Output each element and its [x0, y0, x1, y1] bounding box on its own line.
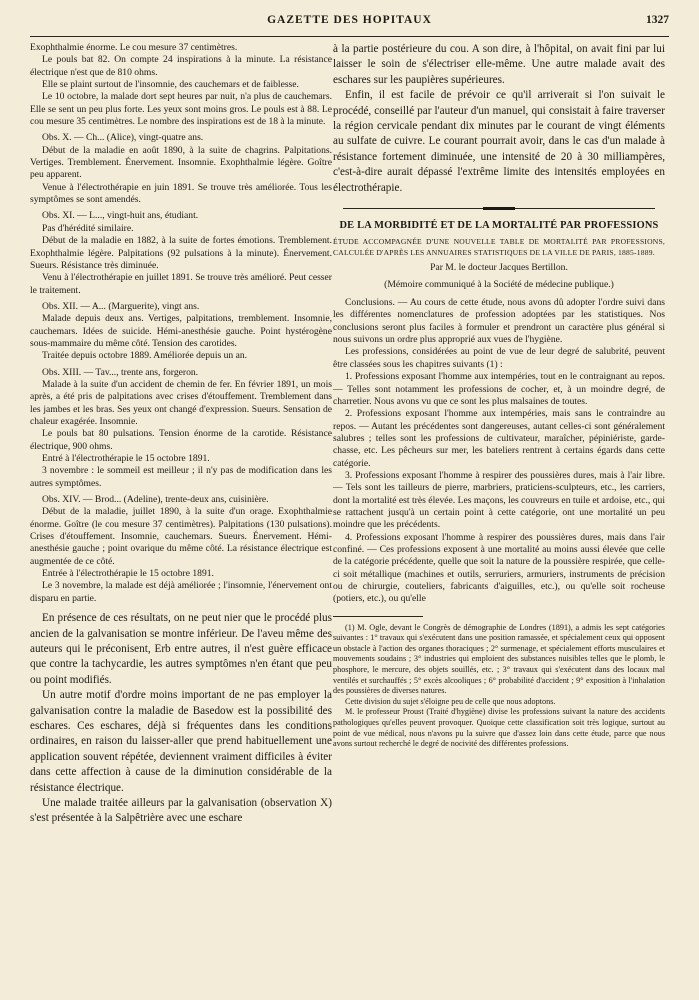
- paragraph: 3 novembre : le sommeil est meilleur ; il n'y pas de modification dans les autres symptômes.: [30, 465, 332, 489]
- footnote-divider: [333, 616, 423, 617]
- section-divider: [343, 206, 655, 212]
- paragraph: Une malade traitée ailleurs par la galvanisation (observation X) s'est présentée à la Salpêtrière avec une eschare: [30, 797, 332, 825]
- paragraph: Entrée à l'électrothérapie le 15 octobre 1891.: [42, 568, 214, 580]
- paragraph: Venu à l'électrothérapie en juillet 1891. Se trouve très amélioré. Peut cesser le traitement.: [30, 272, 332, 296]
- paragraph: Le 3 novembre, la malade est déjà améliorée ; l'insomnie, l'énervement ont disparu en partie.: [30, 580, 332, 604]
- left-column: [30, 42, 332, 827]
- discussion-block: [30, 611, 332, 827]
- paragraph: Début de la maladie en août 1890, à la suite de chagrins. Palpitations. Vertiges. Tremblement. Énervement. Insomnie. Exophthalmie légère. Goître peu apparent.: [30, 144, 332, 181]
- footnotes: [333, 623, 665, 750]
- observation-heading: Obs. XII. — A... (Marguerite), vingt ans.: [42, 300, 200, 312]
- paragraph: Pas d'hérédité similaire.: [42, 222, 134, 234]
- paragraph: Enfin, il est facile de prévoir ce qu'il arriverait si l'on suivait le procédé, conseillé par l'auteur d'un manuel, qui consistait à faire traverser la région cervicale pendant dix minutes par le courant de vingt éléments au sulfate de cuivre. Le courant pourrait avoir, dans le cas d'un malade à résistance fortement diminuée, une intensité de 20 à 30 milliampères, c'est-à-dire aurait dépassé l'extrême limite des intensités employées en électrothérapie.: [333, 89, 665, 194]
- footnote: M. le professeur Proust (Traité d'hygiène) divise les professions suivant la nature des accidents pathologiques qu'elles peuvent provoquer. Quoique cette classification soit très logique, surtout au point de vue médical, nous n'avons pu la suivre que d'assez loin dans cette étude, parce que nous avons surtout recherché le degré de nocivité des différentes professions.: [333, 707, 665, 749]
- paragraph: En présence de ces résultats, on ne peut nier que le procédé plus ancien de la galvanisation se montre inférieur. De l'aveu même des auteurs qui le préconisent, Erb entre autres, il n'est guère efficace que contre la tachycardie, les autres symptômes n'en étant que peu ou point modifiés.: [30, 612, 332, 686]
- paragraph: Le 10 octobre, la malade dort sept heures par nuit, n'a plus de cauchemars. Elle se sent un peu plus forte. Les yeux sont moins gros. Le pouls est à 88. Le cou mesure 35 centimètres. Le nombre des inspirations est de 18 à la minute.: [30, 91, 332, 128]
- observation-heading: Obs. XIII. — Tav..., trente ans, forgeron.: [42, 366, 199, 378]
- paragraph: Malade depuis deux ans. Vertiges, palpitations, tremblement. Insomnie, cauchemars. Idées de suicide. Hémi-anesthésie gauche. Point hystérogène sous-mammaire du même côté. Tension des carotides.: [30, 313, 332, 349]
- paragraph: Le pouls bat 82. On compte 24 inspirations à la minute. La résistance électrique n'est que de 810 ohms.: [30, 54, 332, 78]
- author-line: Par M. le docteur Jacques Bertillon.: [430, 262, 568, 274]
- list-item: 3. Professions exposant l'homme à respirer des poussières dures, mais à l'air libre. — Tels sont les tailleurs de pierre, marbriers, praticiens-sculpteurs, etc., les carriers, dont la mortalité est très élevée. Les maçons, les couvreurs en tuile et ardoise, etc., qui se rattachent jusqu'à un certain point à cette catégorie, ont une mortalité un peu moindre que les précédents.: [333, 469, 665, 531]
- paragraph: Conclusions. — Au cours de cette étude, nous avons dû adopter l'ordre suivi dans les différentes nomenclatures de profession adoptées par les statistiques. Nos conclusions seront plus faciles à formuler et prendront un caractère plus général si nous suivons un ordre plus approprié aux vues de l'hygiène.: [333, 297, 665, 346]
- footnote: Cette division du sujet s'éloigne peu de celle que nous adoptons.: [345, 696, 556, 706]
- paragraph: Elle se plaint surtout de l'insomnie, des cauchemars et de faiblesse.: [42, 79, 299, 91]
- paragraph: Début de la maladie en 1882, à la suite de fortes émotions. Tremblement. Exophthalmie légère. Palpitations (92 pulsations à la minute). Énervement. Sueurs. Résistance très diminuée.: [30, 235, 332, 271]
- page-header: [30, 10, 669, 37]
- observation-heading: Obs. XIV. — Brod... (Adeline), trente-deux ans, cuisinière.: [42, 494, 269, 506]
- observation-heading: Obs. X. — Ch... (Alice), vingt-quatre ans.: [42, 132, 204, 144]
- list-item: 4. Professions exposant l'homme à respirer des poussières dures, mais dans l'air confiné. — Ces professions exposent à une mortalité au moins aussi élevée que celle de la catégorie précédente, quelle que soit la nature de la poussière respirée, que celle-ci soit métallique (machines et outils, serruriers, armuriers, instruments de précision ou de chirurgie, couteliers, fabricants d'aiguilles, etc.), ou qu'elle soit rocheuse (potiers, etc.), ou qu'elle: [333, 531, 665, 605]
- right-column: [333, 42, 665, 750]
- discussion-continued: [333, 42, 665, 196]
- section-title: DE LA MORBIDITÉ ET DE LA MORTALITÉ PAR PROFESSIONS: [339, 220, 659, 232]
- paragraph: Venue à l'électrothérapie en juin 1891. Se trouve très améliorée. Tous les symptômes se sont amendés.: [30, 181, 332, 206]
- journal-title: GAZETTE DES HOPITAUX: [267, 14, 432, 26]
- section-subtitle: ÉTUDE ACCOMPAGNÉE D'UNE NOUVELLE TABLE DE MORTALITÉ PAR PROFESSIONS, CALCULÉE D'APRÈS LES ANNUAIRES STATISTIQUES DE LA VILLE DE PARIS, 1885-1889.: [333, 237, 665, 258]
- memo-note: (Mémoire communiqué à la Société de médecine publique.): [384, 278, 614, 290]
- paragraph: Traitée depuis octobre 1889. Améliorée depuis un an.: [42, 350, 248, 362]
- paragraph: Malade à la suite d'un accident de chemin de fer. En février 1891, un mois après, a été pris de palpitations avec crises d'étouffement. Tremblement dans les jambes et les bras. Ses yeux ont changé d'expression. Sueurs. Sensation de chaleur exagérée. Insomnie.: [30, 378, 332, 427]
- paragraph: Un autre motif d'ordre moins important de ne pas employer la galvanisation contre la maladie de Basedow est la possibilité des eschares. Ces eschares, déjà si fréquentes dans les conditions ordinaires, en raison du laisser-aller que prend habituellement une application souvent répétée, deviennent vraiment difficiles à éviter dans cette affection à cause de la diminution considérable de la résistance électrique.: [30, 689, 332, 794]
- paragraph: à la partie postérieure du cou. A son dire, à l'hôpital, on avait fini par lui laisser le soin de s'électriser elle-même. Une autre malade avait des eschares sur les paupières supérieures.: [333, 43, 665, 86]
- page-number: 1327: [646, 14, 669, 26]
- list-item: 1. Professions exposant l'homme aux intempéries, tout en le contraignant au repos. — Telles sont notamment les professions de cocher, et, à un moindre degré, de charretier. Nous avons vu que ce sont les plus malsaines de toutes.: [333, 371, 665, 407]
- paragraph: Début de la maladie, juillet 1890, à la suite d'un orage. Exophthalmie énorme. Goître (le cou mesure 37 centimètres). Palpitations (130 pulsations). Crises d'étouffement. Insomnie, cauchemars. Sueurs. Énervement. Hémi-anesthésie gauche ; point ovarique du même côté. La résistance électrique est augmentée de ce côté.: [30, 506, 332, 567]
- observation-heading: Obs. XI. — L..., vingt-huit ans, étudiant.: [42, 210, 199, 222]
- list-item: 2. Professions exposant l'homme aux intempéries, mais sans le contraindre au repos. — Autant les précédentes sont dangereuses, autant celles-ci sont généralement salubres ; telles sont les professions de cultivateur, maraîcher, pépiniériste, garde-chasse, etc. Les pêcheurs sur mer, les bateliers rentrent à certains égards dans cette catégorie.: [333, 408, 665, 469]
- paragraph: Le pouls bat 80 pulsations. Tension énorme de la carotide. Résistance électrique, 900 ohms.: [30, 428, 332, 452]
- paragraph: Exophthalmie énorme. Le cou mesure 37 centimètres.: [30, 42, 238, 53]
- footnote: (1) M. Ogle, devant le Congrès de démographie de Londres (1891), a admis les sept catégories suivantes : 1° travaux qui s'exécutent dans une position ramassée, et spécialement ceux qui opposent un obstacle à l'action des organes thoraciques ; 2° surmenage, et spécialement efforts musculaires et mouvements soudains ; 3° industries qui emploient des substances nuisibles telles que le plomb, le phosphore, le mercure, des objets souillés, etc. ; 3° travaux qui s'exécutent dans des locaux mal ventilés et surchauffés ; 5° excès alcooliques ; 6° probabilité d'accident ; 9° exposition à l'inhalation des poussières de diverses natures.: [333, 622, 665, 696]
- paragraph: Les professions, considérées au point de vue de leur degré de salubrité, peuvent être classées sous les chapitres suivants (1) :: [333, 346, 665, 370]
- paragraph: Entré à l'électrothérapie le 15 octobre 1891.: [42, 453, 210, 464]
